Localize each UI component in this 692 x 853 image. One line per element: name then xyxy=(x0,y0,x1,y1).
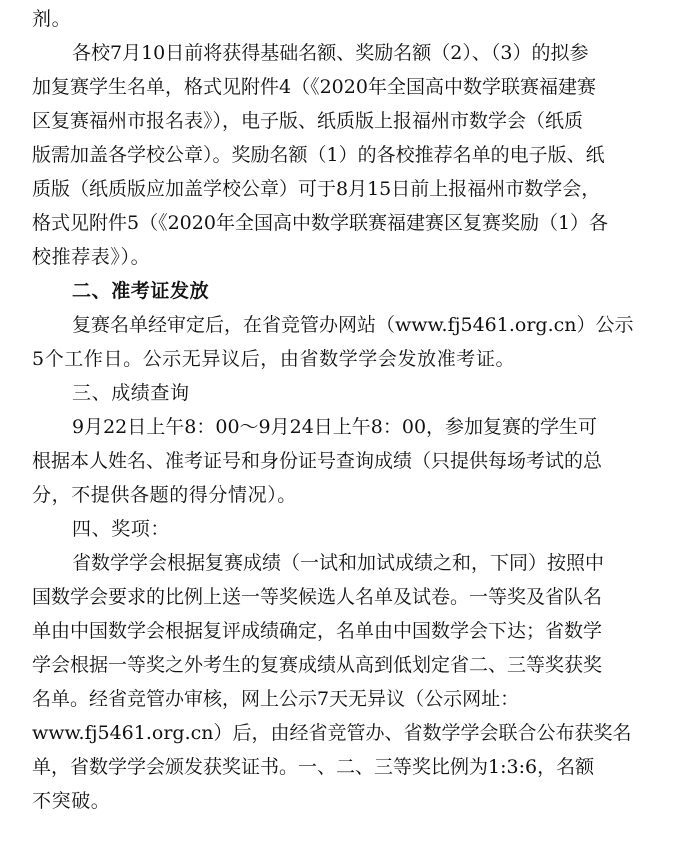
text-line-6: 质版（纸质版应加盖学校公章）可于8月15日前上报福州市数学会， xyxy=(32,178,601,200)
text-line-15: 分，不提供各题的得分情况）。 xyxy=(32,484,297,506)
text-line-24: 不突破。 xyxy=(32,790,111,812)
text-line-13: 9月22日上午8：00～9月24日上午8：00，参加复赛的学生可 xyxy=(72,416,598,438)
text-line-3: 加复赛学生名单，格式见附件4（《2020年全国高中数学联赛福建赛 xyxy=(32,76,596,98)
text-line-19: 单由中国数学会根据复评成绩确定，名单由中国数学会下达；省数学 xyxy=(32,620,603,642)
text-line-22: www.fj5461.org.cn）后，由经省竞管办、省数学学会联合公布获奖名 xyxy=(32,722,632,744)
text-line-11: 5个工作日。公示无异议后，由省数学学会发放准考证。 xyxy=(32,348,516,370)
text-line-23: 单，省数学学会颁发获奖证书。一、二、三等奖比例为1:3:6，名额 xyxy=(32,756,595,778)
section-heading-awards: 四、奖项： xyxy=(72,518,171,540)
text-line-2: 各校7月10日前将获得基础名额、奖励名额（2）、（3）的拟参 xyxy=(72,42,589,64)
text-line-7: 格式见附件5（《2020年全国高中数学联赛福建赛区复赛奖励（1）各 xyxy=(32,212,609,234)
text-line-1: 剂。 xyxy=(32,8,72,30)
text-line-5: 版需加盖各学校公章）。奖励名额（1）的各校推荐名单的电子版、纸 xyxy=(32,144,605,166)
text-line-4: 区复赛福州市报名表》），电子版、纸质版上报福州市数学会（纸质 xyxy=(32,110,584,132)
text-line-21: 名单。经省竞管办审核，网上公示7天无异议（公示网址： xyxy=(32,688,520,710)
text-line-8: 校推荐表》）。 xyxy=(32,246,151,268)
text-line-14: 根据本人姓名、准考证号和身份证号查询成绩（只提供每场考试的总 xyxy=(32,450,603,472)
section-heading-score-query: 三、成绩查询 xyxy=(72,382,190,404)
text-line-10: 复赛名单经审定后，在省竞管办网站（www.fj5461.org.cn）公示 xyxy=(72,314,634,336)
text-line-18: 国数学会要求的比例上送一等奖候选人名单及试卷。一等奖及省队名 xyxy=(32,586,603,608)
text-line-20: 学会根据一等奖之外考生的复赛成绩从高到低划定省二、三等奖获奖 xyxy=(32,654,603,676)
section-heading-admission-ticket: 二、准考证发放 xyxy=(72,280,210,302)
text-line-17: 省数学学会根据复赛成绩（一试和加试成绩之和，下同）按照中 xyxy=(72,552,605,574)
